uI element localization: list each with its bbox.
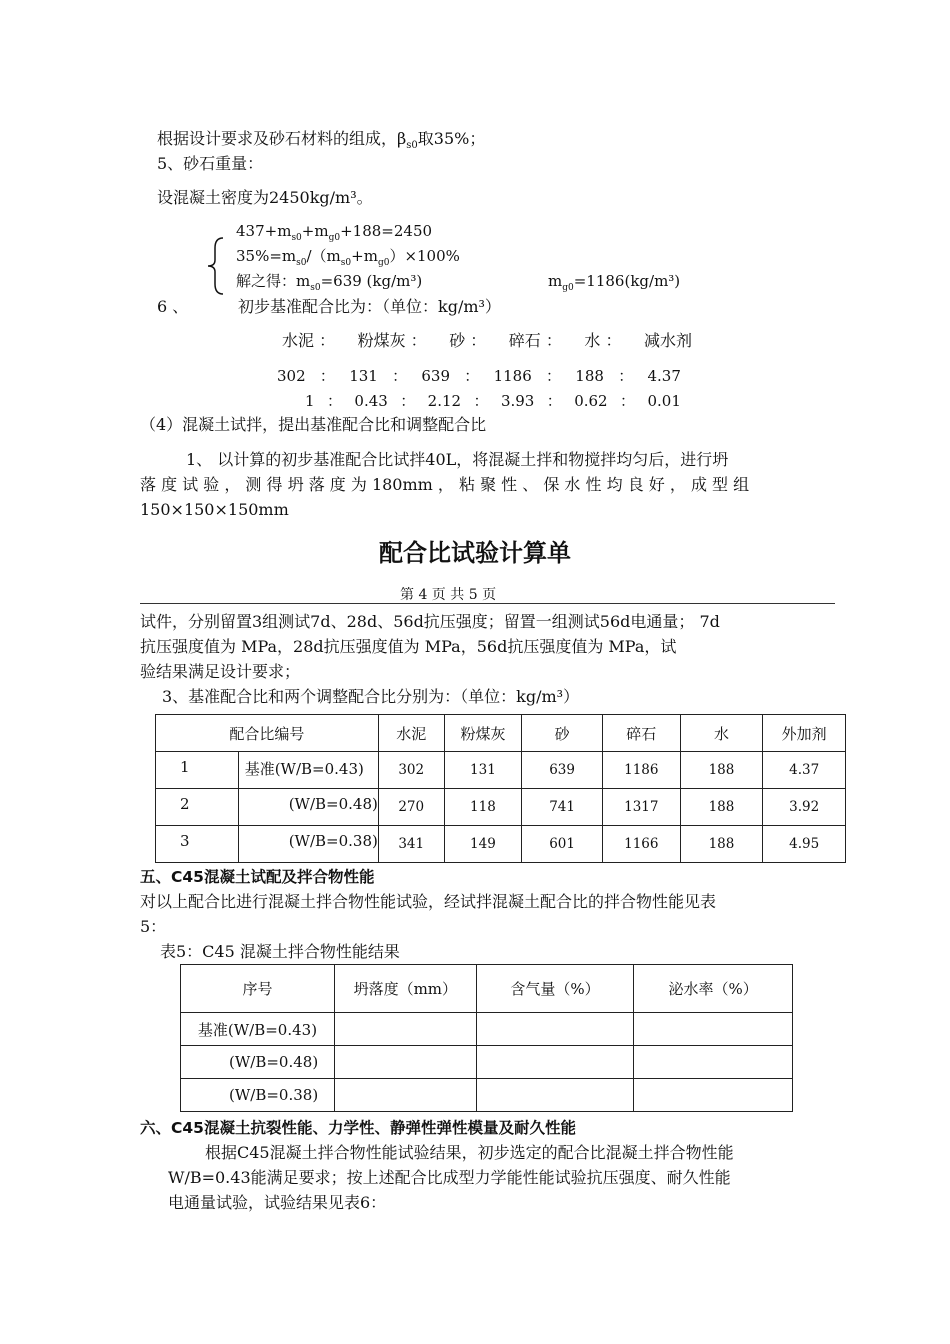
table-header-cell: 配合比编号 (156, 715, 379, 752)
table-header-cell: 粉煤灰 (444, 715, 522, 752)
ratio-value: 1186 (493, 367, 532, 385)
table-header-row (156, 715, 846, 752)
table-header-cell: 碎石 (602, 715, 680, 752)
header-divider (140, 603, 835, 604)
ratio-sep: ： (326, 392, 342, 410)
ratio-header: 减水剂 (643, 331, 692, 350)
ratio-header: 砂 ： (449, 331, 487, 350)
row-label: (W/B=0.38) (181, 1079, 335, 1112)
section-5-para-line-2: 5： (140, 917, 167, 936)
mid-line-1: 试件，分别留置3组测试7d、28d、56d抗压强度；留置一组测试56d电通量； 7d (140, 612, 720, 631)
table-header-cell: 泌水率（%） (634, 965, 793, 1013)
ratio-sep: ： (546, 392, 562, 410)
ratio-header: 粉煤灰 ： (357, 331, 427, 350)
ratio-normalized (305, 391, 681, 411)
table-cell: 1166 (602, 826, 680, 863)
row-label: 基准(W/B=0.43) (181, 1013, 335, 1046)
ratio-sep: ： (392, 367, 408, 385)
table-cell (634, 1013, 793, 1046)
beta-line: 根据设计要求及砂石材料的组成，$\beta_{s0}$取35%； (157, 129, 486, 152)
table-header-cell: 水泥 (378, 715, 444, 752)
ratio-sep: ： (618, 367, 634, 385)
density-line: 设混凝土密度为2450kg/m³。 (157, 188, 373, 207)
section-5-para-line-1: 对以上配合比进行混凝土拌合物性能试验，经试拌混凝土配合比的拌合物性能见表 (140, 892, 717, 911)
paragraph-1-line-1: 1、 以计算的初步基准配合比试拌40L，将混凝土拌和物搅拌均匀后，进行坍 (186, 450, 729, 469)
ratio-value: 639 (421, 367, 451, 385)
table-header-cell: 序号 (181, 965, 335, 1013)
equation-2: $35\%=m_{s0}/(m_{s0}+m_{g0})\times 100\%$ (236, 247, 460, 268)
mid-line-2: 抗压强度值为 MPa，28d抗压强度值为 MPa，56d抗压强度值为 MPa，试 (140, 637, 677, 656)
equation-3: 解之得：$m_{s0}=639$ (kg/m³) (236, 272, 423, 293)
table-cell (634, 1046, 793, 1079)
mid-line-4: 3、基准配合比和两个调整配合比分别为：（单位：kg/m³） (162, 687, 580, 706)
ratio-value: 131 (349, 367, 378, 385)
mix-ratio-table (155, 714, 846, 863)
table-cell: 1317 (602, 789, 680, 826)
table-cell (634, 1079, 793, 1112)
ratio-header: 碎石 ： (508, 331, 562, 350)
table-header-cell: 含气量（%） (476, 965, 634, 1013)
equation-3b: $m_{g0}=1186(kg/m^3)$ (548, 272, 681, 293)
mix-properties-table (180, 964, 793, 1112)
ratio-sep: ： (473, 392, 489, 410)
table-cell: 639 (522, 752, 603, 789)
table-row (156, 789, 846, 826)
ratio-value: 4.37 (647, 367, 681, 385)
ratio-header: 水 ： (584, 331, 622, 350)
step6-text: 初步基准配合比为：（单位：kg/m³） (238, 297, 501, 316)
table-header-cell: 砂 (522, 715, 603, 752)
ratio-sep: ： (464, 367, 480, 385)
table-cell: 4.95 (763, 826, 846, 863)
paragraph-1-line-2: 落 度 试 验 ， 测 得 坍 落 度 为 180mm ， 粘 聚 性 、 保 水 性 均 良 好 ， 成 型 组 (140, 475, 750, 494)
ratio-value: 188 (575, 367, 604, 385)
row-index: 3 (156, 826, 239, 863)
ratio-norm-value: 0.01 (647, 392, 681, 410)
table-cell: 270 (378, 789, 444, 826)
ratio-values (277, 366, 681, 386)
step5-label: 5、砂石重量： (157, 154, 264, 173)
paragraph-1-line-3: 150×150×150mm (140, 500, 289, 519)
row-label: 基准(W/B=0.43) (238, 752, 378, 789)
ratio-norm-value: 3.93 (500, 392, 535, 410)
table-cell (334, 1013, 476, 1046)
table-header-cell: 坍落度（mm） (334, 965, 476, 1013)
table-cell: 188 (680, 752, 763, 789)
table-cell: 601 (522, 826, 603, 863)
section-6-para-line-2: W/B=0.43能满足要求；按上述配合比成型力学能性能试验抗压强度、耐久性能 (168, 1168, 731, 1187)
table-cell: 118 (444, 789, 522, 826)
step6-number: 6 、 (157, 297, 189, 316)
table-cell: 302 (378, 752, 444, 789)
ratio-norm-value: 0.43 (354, 392, 388, 410)
table-cell (476, 1079, 634, 1112)
row-index: 1 (156, 752, 239, 789)
table-cell: 741 (522, 789, 603, 826)
table-cell: 188 (680, 789, 763, 826)
section-6-para-line-1: 根据C45混凝土拌合物性能试验结果，初步选定的配合比混凝土拌合物性能 (205, 1143, 734, 1162)
row-label: (W/B=0.48) (238, 789, 378, 826)
section-4-heading: （4）混凝土试拌，提出基准配合比和调整配合比 (140, 415, 487, 434)
table-row (181, 1079, 793, 1112)
table-cell: 149 (444, 826, 522, 863)
table-cell (334, 1046, 476, 1079)
page-number: 第 4 页 共 5 页 (400, 587, 497, 603)
ratio-sep: ： (400, 392, 416, 410)
table-row (181, 1046, 793, 1079)
table-row (181, 1013, 793, 1046)
ratio-norm-value: 2.12 (427, 392, 462, 410)
table-cell: 131 (444, 752, 522, 789)
table-5-caption: 表5：C45 混凝土拌合物性能结果 (160, 942, 400, 961)
ratio-norm-value: 1 (305, 392, 315, 410)
section-6-para-line-3: 电通量试验，试验结果见表6： (168, 1193, 387, 1212)
section-5-heading: 五、C45混凝土试配及拌合物性能 (140, 868, 375, 886)
section-6-heading: 六、C45混凝土抗裂性能、力学性、静弹性弹性模量及耐久性能 (140, 1119, 576, 1137)
mid-line-3: 验结果满足设计要求； (140, 662, 301, 681)
page-title: 配合比试验计算单 (379, 539, 571, 567)
table-cell: 3.92 (763, 789, 846, 826)
table-row (156, 752, 846, 789)
table-header-row (181, 965, 793, 1013)
ratio-sep: ： (620, 392, 636, 410)
table-cell (476, 1046, 634, 1079)
table-cell: 341 (378, 826, 444, 863)
row-label: (W/B=0.38) (238, 826, 378, 863)
brace-icon (205, 236, 227, 296)
table-cell (334, 1079, 476, 1112)
row-index: 2 (156, 789, 239, 826)
table-header-cell: 外加剂 (763, 715, 846, 752)
ratio-sep: ： (546, 367, 562, 385)
table-cell (476, 1013, 634, 1046)
table-cell: 1186 (602, 752, 680, 789)
table-cell: 4.37 (763, 752, 846, 789)
table-row (156, 826, 846, 863)
ratio-value: 302 (277, 367, 306, 385)
ratio-sep: ： (319, 367, 335, 385)
row-label: (W/B=0.48) (181, 1046, 335, 1079)
table-header-cell: 水 (680, 715, 763, 752)
ratio-norm-value: 0.62 (574, 392, 608, 410)
ratio-headers (282, 331, 692, 351)
ratio-header: 水泥 ： (282, 331, 336, 350)
equation-1: $437+m_{s0}+m_{g0}+188=2450$ (236, 222, 433, 243)
table-cell: 188 (680, 826, 763, 863)
